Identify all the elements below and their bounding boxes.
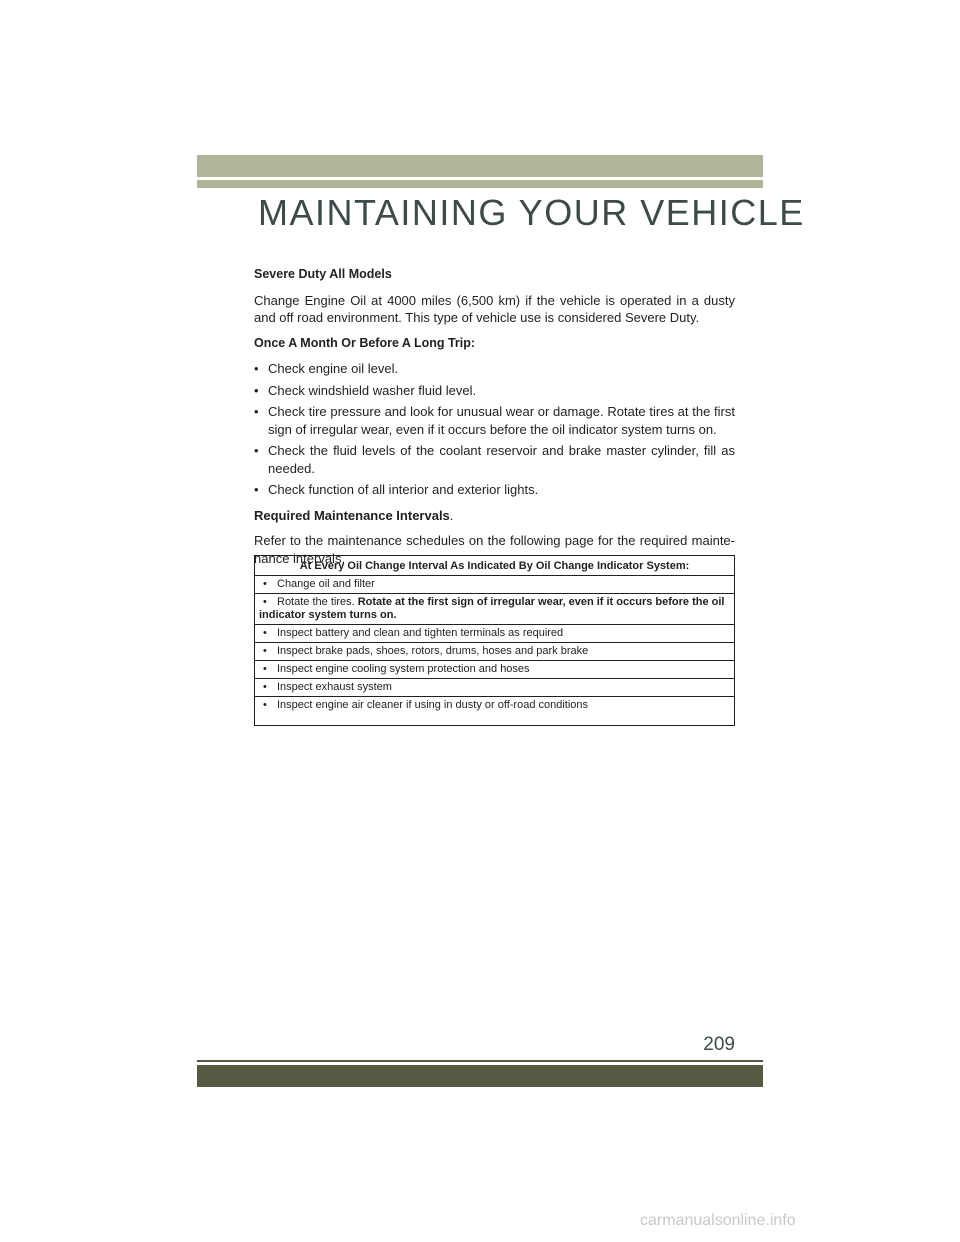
table-row: • Inspect engine air cleaner if using in dusty or off-road conditions xyxy=(255,697,735,726)
bullet-icon: • xyxy=(263,645,267,657)
bullet-icon: • xyxy=(254,382,259,398)
table-row: • Change oil and filter xyxy=(255,576,735,594)
list-item: • Check function of all interior and exterior lights. xyxy=(254,482,539,497)
required-intervals-heading: Required Maintenance Intervals. xyxy=(254,507,454,523)
list-item: • Check the fluid levels of the coolant reservoir and brake master cylinder, fill as needed. xyxy=(254,443,735,476)
required-intervals-text: Refer to the maintenance schedules on the following page for the required mainte-nance intervals. xyxy=(254,533,735,566)
list-item: • Check engine oil level. xyxy=(254,361,399,376)
footer-rule xyxy=(197,1060,763,1062)
section-title: MAINTAINING YOUR VEHICLE xyxy=(258,192,805,233)
footer-band xyxy=(197,1065,763,1087)
severe-duty-text: Change Engine Oil at 4000 miles (6,500 km) if the vehicle is operated in a dusty and off road environment. This type of vehicle use is considered Severe Duty. xyxy=(254,292,735,325)
table-row: • Inspect engine cooling system protection and hoses xyxy=(255,661,735,679)
table-row: • Inspect battery and clean and tighten terminals as required xyxy=(255,625,735,643)
bullet-icon: • xyxy=(254,482,259,497)
monthly-checklist xyxy=(254,360,735,499)
bullet-icon: • xyxy=(263,627,267,639)
bullet-icon: • xyxy=(254,361,259,376)
page-content xyxy=(254,266,735,575)
bullet-icon: • xyxy=(263,596,267,608)
table-row: • Inspect exhaust system xyxy=(255,679,735,697)
bullet-icon: • xyxy=(263,699,267,711)
bullet-icon: • xyxy=(263,663,267,675)
table-row: • Rotate the tires. Rotate at the first sign of irregular wear, even if it occurs before the oil indicator system turns on. xyxy=(255,594,735,625)
table-row: • Inspect brake pads, shoes, rotors, drums, hoses and park brake xyxy=(255,643,735,661)
bullet-icon: • xyxy=(254,443,259,458)
bullet-icon: • xyxy=(263,681,267,693)
header-band xyxy=(197,155,763,177)
severe-duty-heading: Severe Duty All Models xyxy=(254,267,392,281)
list-item: • Check windshield washer fluid level. xyxy=(254,382,477,398)
list-item: • Check tire pressure and look for unusual wear or damage. Rotate tires at the first sign of irregular wear, even if it occurs before the oil indicator system turns on. xyxy=(254,404,735,437)
bullet-icon: • xyxy=(254,404,259,419)
monthly-heading: Once A Month Or Before A Long Trip: xyxy=(254,335,476,350)
table-header: At Every Oil Change Interval As Indicated By Oil Change Indicator System: xyxy=(255,556,735,576)
oil-change-schedule-table xyxy=(254,555,735,726)
header-rule xyxy=(197,180,763,188)
page-number: 209 xyxy=(703,1034,735,1055)
bullet-icon: • xyxy=(263,578,267,590)
watermark: carmanualsonline.info xyxy=(640,1212,796,1229)
